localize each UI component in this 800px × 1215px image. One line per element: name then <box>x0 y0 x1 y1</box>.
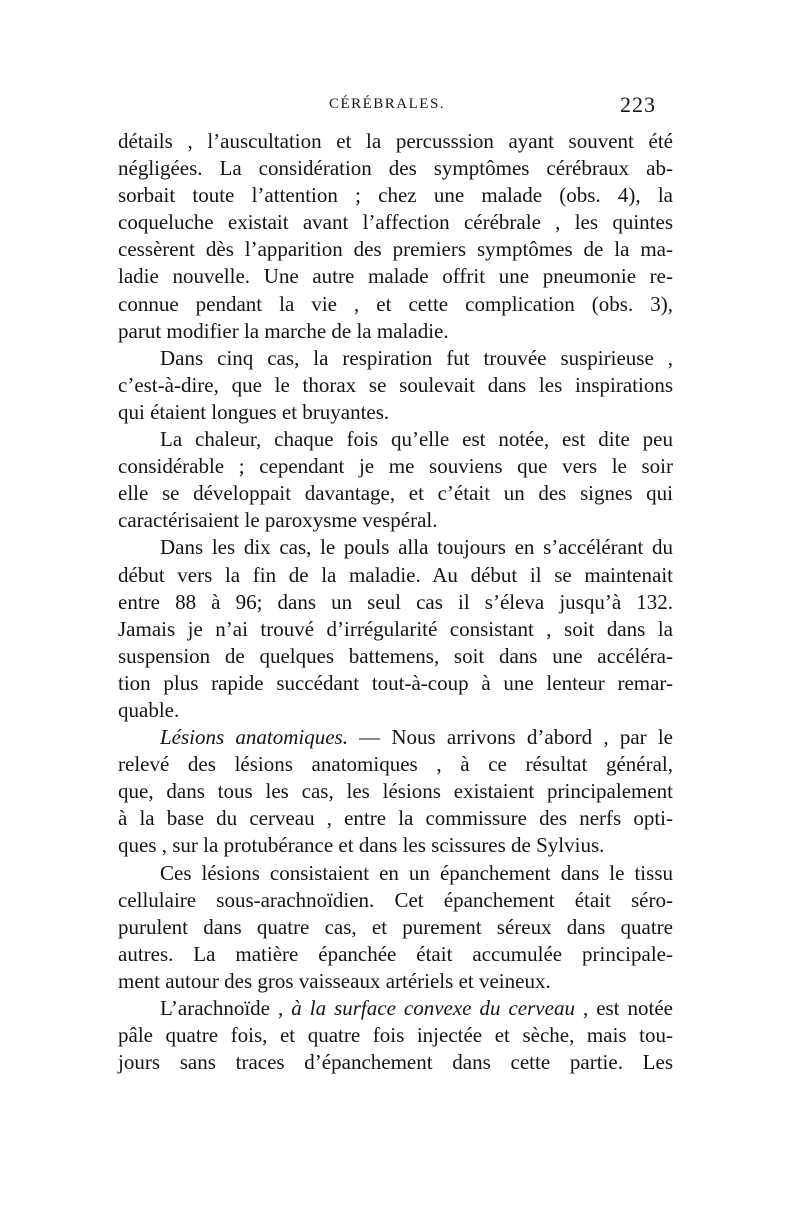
line-text: , est notée <box>574 996 673 1020</box>
line-text: à la base du cerveau , entre la commissure des nerfs opti- <box>118 806 673 831</box>
line-text: connue pendant la vie , et cette complication (obs. 3), <box>118 291 673 316</box>
line-text: quable. <box>118 697 180 722</box>
line-text: La chaleur, chaque fois qu’elle est notée, est dite peu <box>160 427 673 452</box>
line-text: entre 88 à 96; dans un seul cas il s’éleva jusqu’à 132. <box>118 589 673 614</box>
line-text: Dans cinq cas, la respiration fut trouvée suspirieuse , <box>160 345 673 370</box>
page-number: 223 <box>620 92 656 117</box>
text-line <box>118 860 673 887</box>
line-text: c’est-à-dire, que le thorax se soulevait dans les inspirations <box>118 372 673 397</box>
text-line <box>118 805 673 832</box>
line-text: parut modifier la marche de la maladie. <box>118 318 449 343</box>
line-text: coqueluche existait avant l’affection cérébrale , les quintes <box>118 210 673 235</box>
line-text: négligées. La considération des symptômes cérébraux ab- <box>118 156 673 181</box>
body-text <box>118 128 673 1076</box>
text-line <box>118 562 673 589</box>
text-line <box>118 399 673 426</box>
line-text: ques , sur la protubérance et dans les scissures de Sylvius. <box>118 833 605 858</box>
line-text: Dans les dix cas, le pouls alla toujours en s’accélérant du <box>160 535 673 560</box>
text-line <box>118 670 673 697</box>
text-line <box>118 345 673 372</box>
line-text: ment autour des gros vaisseaux artériels et veineux. <box>118 968 551 993</box>
text-line <box>118 968 673 995</box>
line-text: que, dans tous les cas, les lésions existaient principalement <box>118 779 673 804</box>
text-line <box>118 887 673 914</box>
text-line <box>118 209 673 236</box>
line-text: cellulaire sous-arachnoïdien. Cet épanchement était séro- <box>118 887 673 912</box>
line-text: pâle quatre fois, et quatre fois injectée et sèche, mais tou- <box>118 1023 673 1048</box>
text-line <box>118 941 673 968</box>
text-line <box>118 263 673 290</box>
text-line <box>118 643 673 670</box>
line-text: qui étaient longues et bruyantes. <box>118 399 390 424</box>
text-line <box>118 453 673 480</box>
line-text-pre: L’arachnoïde , <box>160 996 292 1020</box>
line-text: Ces lésions consistaient en un épanchement dans le tissu <box>160 860 673 885</box>
text-line <box>118 724 673 751</box>
line-text: considérable ; cependant je me souviens que vers le soir <box>118 454 673 479</box>
line-text: tion plus rapide succédant tout-à-coup à une lenteur remar- <box>118 670 673 695</box>
text-line <box>118 426 673 453</box>
line-text: suspension de quelques battemens, soit dans une accéléra- <box>118 643 673 668</box>
section-heading-italic: Lésions anatomiques. <box>160 725 348 750</box>
line-text: début vers la fin de la maladie. Au début il se maintenait <box>118 562 673 587</box>
line-text: sorbait toute l’attention ; chez une malade (obs. 4), la <box>118 183 673 208</box>
line-text: elle se développait davantage, et c’était un des signes qui <box>118 481 673 506</box>
line-text: Jamais je n’ai trouvé d’irrégularité consistant , soit dans la <box>118 616 673 641</box>
text-line <box>118 236 673 263</box>
text-line <box>118 914 673 941</box>
running-head: CÉRÉBRALES. <box>328 96 446 112</box>
text-line <box>118 751 673 778</box>
text-line <box>118 616 673 643</box>
line-text: détails , l’auscultation et la percusssion ayant souvent été <box>118 129 673 153</box>
text-line <box>118 589 673 616</box>
text-line <box>118 128 673 155</box>
text-line <box>118 372 673 399</box>
text-line <box>118 995 673 1022</box>
text-line <box>118 778 673 805</box>
italic-phrase: à la surface convexe du cerveau <box>291 996 575 1020</box>
text-line <box>118 832 673 859</box>
line-text: caractérisaient le paroxysme vespéral. <box>118 508 438 533</box>
text-line <box>118 480 673 507</box>
text-line <box>118 155 673 182</box>
text-line <box>118 1049 673 1076</box>
text-line <box>118 697 673 724</box>
line-text: cessèrent dès l’apparition des premiers symptômes de la ma- <box>118 237 673 262</box>
text-line <box>118 507 673 534</box>
line-text: relevé des lésions anatomiques , à ce résultat général, <box>118 752 673 777</box>
line-text: — Nous arrivons d’abord , par le <box>347 725 673 750</box>
line-text: autres. La matière épanchée était accumulée principale- <box>118 941 673 966</box>
text-line <box>118 318 673 345</box>
text-line <box>118 291 673 318</box>
page-header <box>118 92 656 124</box>
line-text: ladie nouvelle. Une autre malade offrit une pneumonie re- <box>118 264 673 289</box>
line-text: purulent dans quatre cas, et purement séreux dans quatre <box>118 914 673 939</box>
text-line <box>118 1022 673 1049</box>
text-line <box>118 182 673 209</box>
line-text: jours sans traces d’épanchement dans cette partie. Les <box>118 1050 673 1075</box>
text-line <box>118 534 673 561</box>
